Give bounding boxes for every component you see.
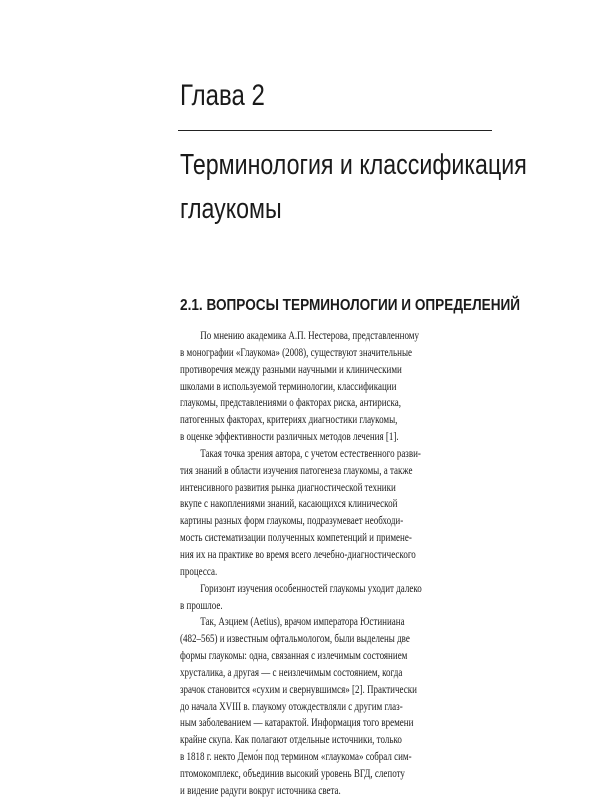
paragraph-line: зрачок становится «сухим и свернувшимся» [2]. Практически [180,681,417,696]
paragraph-line: тия знаний в области изучения патогенеза глаукомы, а также [180,462,413,477]
paragraph-line: Горизонт изучения особенностей глаукомы уходит далеко [200,580,422,595]
paragraph [180,580,495,614]
paragraph-line: птомокомплекс, объединив высокий уровень ВГД, слепоту [180,765,405,780]
paragraph-line: интенсивного развития рынка диагностической техники [180,479,396,494]
paragraph-line: Так, Аэцием (Aetius), врачом императора Юстиниана [200,614,405,629]
paragraph-line: (482–565) и известным офтальмологом, были выделены две [180,631,410,646]
paragraph-line: процесса. [180,563,218,578]
paragraph-line: хрусталика, а другая — с неизлечимым состоянием, когда [180,664,403,679]
paragraph [180,327,495,445]
paragraph-line: По мнению академика А.П. Нестерова, представленному [200,328,420,342]
paragraph-line: картины разных форм глаукомы, подразумевает необходи- [180,513,404,528]
paragraph-line: до начала XVIII в. глаукому отождествляли с другим глаз- [180,698,403,713]
chapter-label: Глава 2 [180,79,265,112]
paragraph-line: крайне скупа. Как полагают отдельные источники, только [180,732,402,747]
paragraph-line: в оценке эффективности различных методов лечения [1]. [180,429,399,444]
paragraph-line: ния их на практике во время всего лечебно-диагностического [180,546,416,561]
paragraph-line: в прошлое. [180,597,223,612]
paragraph [180,613,495,798]
chapter-title [180,143,527,231]
paragraph-line: мость систематизации полученных компетенций и примене- [180,530,412,545]
chapter-title-line: Терминология и классификация [180,149,527,181]
paragraph-line: вкупе с накоплениями знаний, касающихся клинической [180,496,398,511]
section-heading: 2.1. ВОПРОСЫ ТЕРМИНОЛОГИИ И ОПРЕДЕЛЕНИЙ [180,297,521,314]
paragraph-line: и видение радуги вокруг источника света. [180,782,341,797]
chapter-divider [178,130,492,131]
body-text [180,327,495,799]
paragraph-line: Такая точка зрения автора, с учетом естественного разви- [200,445,421,460]
paragraph-line: ным заболеванием — катарактой. Информация того времени [180,715,414,730]
paragraph-line: в монографии «Глаукома» (2008), существуют значительные [180,344,412,359]
paragraph-line: противоречия между разными научными и клиническими [180,361,402,376]
paragraph-line: глаукомы, представлениями о факторах риска, антириска, [180,395,401,410]
paragraph [180,445,495,580]
paragraph-line: в 1818 г. некто Демо́н под термином «глаукома» собрал сим- [180,749,412,764]
chapter-title-line: глаукомы [180,193,282,225]
paragraph-line: патогенных факторах, критериях диагностики глаукомы, [180,412,398,427]
paragraph-line: школами в используемой терминологии, классификации [180,378,397,393]
paragraph-line: формы глаукомы: одна, связанная с излечимым состоянием [180,648,408,663]
